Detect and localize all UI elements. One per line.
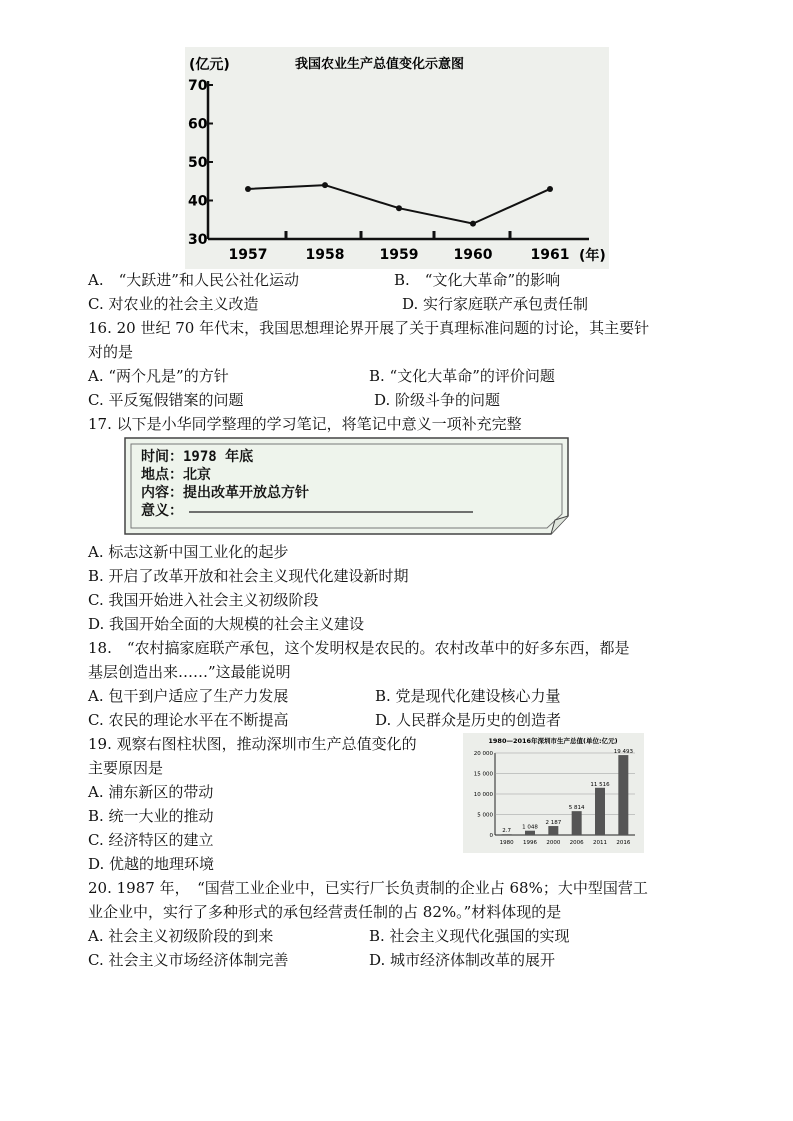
q17-option-a[interactable]: A. 标志这新中国工业化的起步	[88, 543, 289, 561]
q18-option-a[interactable]: A. 包干到户适应了生产力发展	[88, 687, 289, 705]
y-tick-label: 30	[188, 232, 208, 248]
q15-option-c[interactable]: C. 对农业的社会主义改造	[88, 295, 259, 313]
x-tick-label: 1960	[453, 247, 493, 263]
q20-option-c[interactable]: C. 社会主义市场经济体制完善	[88, 951, 289, 969]
bar-category-label: 2011	[593, 840, 607, 846]
note-content: 内容：提出改革开放总方针	[141, 485, 309, 501]
bar	[548, 826, 558, 835]
data-point	[322, 182, 328, 188]
bar-value-label: 2.7	[502, 828, 512, 835]
q20-stem-line2: 业企业中，实行了多种形式的承包经营责任制的占 82%。”材料体现的是	[88, 903, 562, 921]
q16-option-b[interactable]: B. “文化大革命”的评价问题	[369, 367, 555, 385]
q20-option-a[interactable]: A. 社会主义初级阶段的到来	[88, 927, 274, 945]
bar	[618, 755, 628, 835]
study-note-card	[123, 436, 570, 536]
q16-stem-line1: 16. 20 世纪 70 年代末，我国思想理论界开展了关于真理标准问题的讨论，其主要针	[88, 319, 650, 337]
bar-value-label: 2 187	[545, 820, 562, 827]
note-time: 时间：1978 年底	[141, 449, 254, 465]
x-tick-label: 1957	[228, 247, 268, 263]
q19-option-d[interactable]: D. 优越的地理环境	[88, 855, 215, 873]
note-place: 地点：北京	[141, 467, 211, 483]
q18-option-d[interactable]: D. 人民群众是历史的创造者	[375, 711, 562, 729]
q18-option-b[interactable]: B. 党是现代化建设核心力量	[375, 687, 561, 705]
q16-option-a[interactable]: A. “两个凡是”的方针	[88, 367, 229, 385]
x-tick-label: 1961	[530, 247, 570, 263]
q18-option-c[interactable]: C. 农民的理论水平在不断提高	[88, 711, 289, 729]
x-tick-label: 1958	[305, 247, 345, 263]
bar-y-tick-label: 20 000	[473, 751, 493, 757]
line-chart-svg	[185, 47, 609, 269]
q17-stem: 17. 以下是小华同学整理的学习笔记，将笔记中意义一项补充完整	[88, 415, 522, 433]
q15-option-b[interactable]: B. “文化大革命”的影响	[394, 271, 561, 289]
bar-category-label: 2016	[616, 840, 631, 846]
y-tick-label: 50	[188, 155, 208, 171]
bar-chart-title: 1980—2016年深圳市生产总值(单位:亿元)	[488, 737, 618, 745]
shenzhen-gdp-bar-chart	[463, 733, 644, 853]
bar-chart-svg	[463, 733, 644, 853]
bar	[595, 788, 605, 835]
q20-option-b[interactable]: B. 社会主义现代化强国的实现	[369, 927, 570, 945]
q19-stem-line1: 19. 观察右图柱状图，推动深圳市生产总值变化的	[88, 735, 417, 753]
q17-option-c[interactable]: C. 我国开始进入社会主义初级阶段	[88, 591, 319, 609]
q18-stem-line1: 18. “农村搞家庭联产承包，这个发明权是农民的。农村改革中的好多东西，都是	[88, 639, 630, 657]
y-tick-label: 40	[188, 193, 208, 210]
bar-category-label: 2006	[569, 840, 584, 846]
bar	[572, 811, 582, 835]
q15-option-d[interactable]: D. 实行家庭联产承包责任制	[402, 295, 589, 313]
bar	[502, 834, 512, 835]
chart-x-unit: (年)	[579, 248, 606, 264]
data-point	[245, 186, 251, 192]
q18-stem-line2: 基层创造出来……”这最能说明	[88, 663, 291, 681]
bar-category-label: 1996	[523, 840, 537, 846]
data-point	[396, 205, 402, 211]
bar-category-label: 2000	[546, 840, 561, 846]
bar-category-label: 1980	[499, 840, 514, 846]
q17-option-d[interactable]: D. 我国开始全面的大规模的社会主义建设	[88, 615, 365, 633]
bar-value-label: 5 814	[568, 805, 585, 812]
q16-option-c[interactable]: C. 平反冤假错案的问题	[88, 391, 244, 409]
q20-option-d[interactable]: D. 城市经济体制改革的展开	[369, 951, 556, 969]
series-line	[248, 185, 550, 224]
chart-title: 我国农业生产总值变化示意图	[295, 57, 465, 72]
x-tick-label: 1959	[379, 247, 419, 263]
q19-stem-line2: 主要原因是	[88, 759, 164, 777]
note-meaning: 意义：	[141, 503, 183, 519]
y-tick-label: 70	[188, 78, 208, 94]
bar-value-label: 1 048	[522, 824, 538, 831]
q19-option-b[interactable]: B. 统一大业的推动	[88, 807, 214, 825]
y-tick-label: 60	[188, 116, 208, 133]
bar-y-tick-label: 5 000	[477, 812, 493, 819]
q19-option-c[interactable]: C. 经济特区的建立	[88, 831, 214, 849]
chart-y-unit: (亿元)	[189, 57, 230, 73]
agri-output-line-chart	[185, 47, 609, 269]
data-point	[547, 186, 553, 192]
q16-stem-line2: 对的是	[88, 343, 134, 361]
bar-value-label: 19 493	[613, 749, 633, 756]
bar-y-tick-label: 10 000	[473, 792, 493, 798]
data-point	[470, 221, 476, 227]
q16-option-d[interactable]: D. 阶级斗争的问题	[374, 391, 501, 409]
q19-option-a[interactable]: A. 浦东新区的带动	[88, 783, 214, 801]
q17-option-b[interactable]: B. 开启了改革开放和社会主义现代化建设新时期	[88, 567, 409, 585]
bar-y-tick-label: 0	[489, 833, 493, 839]
bar-value-label: 11 516	[590, 781, 610, 788]
q15-option-a[interactable]: A. “大跃进”和人民公社化运动	[88, 271, 299, 289]
bar-y-tick-label: 15 000	[473, 771, 493, 778]
q20-stem-line1: 20. 1987 年， “国营工业企业中，已实行厂长负责制的企业占 68%；大中型国营工	[88, 879, 648, 897]
bar	[525, 831, 535, 835]
